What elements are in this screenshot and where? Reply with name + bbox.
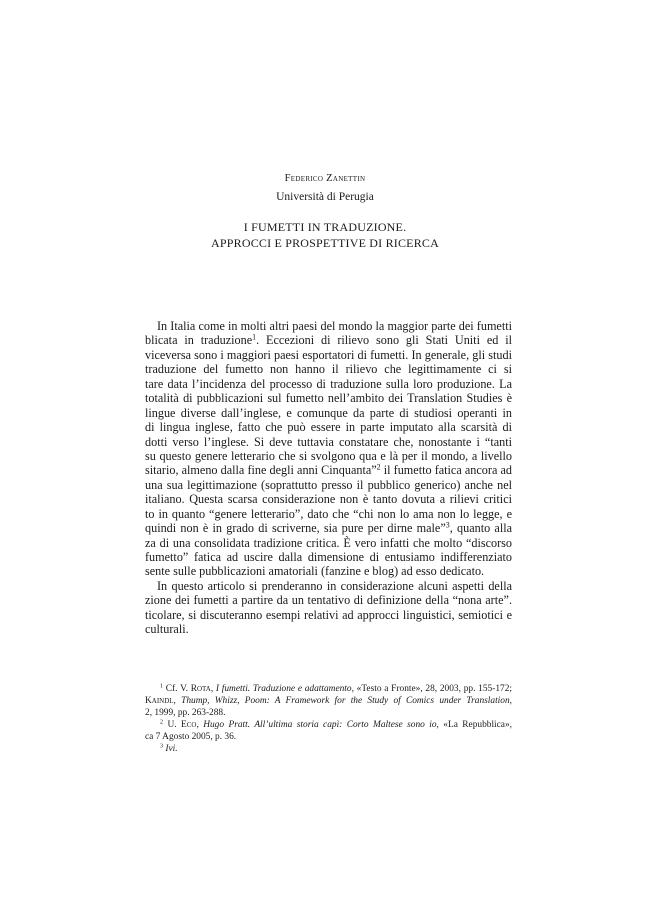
text-span: . Eccezioni di rilievo sono gli Stati Uniti ed il [256,333,512,348]
text-span: to in quanto “genere letterario”, dato che “chi non lo ama non lo legge, e [145,506,512,521]
footnote-ref: 1 [252,333,257,343]
text-span: totalità di pubblicazioni sul fumetto nell’ambito dei Translation Studies è [145,391,512,406]
text-line [145,435,512,449]
text-line [145,622,512,636]
text-span: su questo genere letterario che si svolgono qua e là per il mondo, a livello [145,448,512,463]
body-text [145,319,512,637]
text-span: ca 7 Agosto 2005, p. 36. [145,732,237,742]
text-line [145,550,512,564]
text-span: sente sulle pubblicazioni amatoriali (fanzine e blog) ad esso dedicato. [145,564,485,579]
text-span: sitario, almeno dalla fine degli anni Cinquanta” [145,463,377,478]
text-line [145,683,512,695]
text-span: In questo articolo si prenderanno in considerazione alcuni aspetti della [157,578,512,593]
text-span: , [509,696,512,706]
text-span: traduzione del fumetto non hanno il rilievo che legittimamente ci si [145,362,512,377]
article-title-line: APPROCCI E PROSPETTIVE DI RICERCA [211,236,439,250]
text-line [145,719,512,731]
text-span: , «La Repubblica», [436,720,512,730]
text-span: , quanto alla [449,521,512,536]
text-span: In Italia come in molti altri paesi del mondo la maggior parte dei fumetti [157,319,512,333]
text-span: Eco [181,720,197,730]
text-span: U. [163,720,181,730]
text-span: Hugo Pratt. All’ultima storia capì: Corto Maltese sono io [203,720,437,730]
text-line [145,420,512,434]
text-span: , [196,720,204,730]
text-line [145,707,512,719]
text-span: 2, 1999, pp. 263-288. [145,708,226,718]
text-span: , «Testo a Fronte», 28, 2003, pp. 155-172; [351,684,512,694]
text-span: una sua legittimazione (soprattutto presso il pubblico generico) anche nel [145,477,512,492]
footnote [145,743,512,755]
text-line [145,333,512,347]
text-span: fumetto” fatica ad uscire dalla dimensione di entusiamo indifferenziato [145,550,512,564]
text-span: Thump, Whizz, Poom: A Framework for the Study of Comics under Translation [181,696,510,706]
text-span: , [210,684,216,694]
text-line [145,731,512,743]
text-span: dotti verso l’inglese. Si deve tuttavia constatare che, nonostante i “tanti [145,434,512,449]
text-span: culturali. [145,622,189,637]
footnote-ref: 3 [445,521,450,530]
text-line [145,478,512,492]
text-line [145,377,512,391]
text-line [145,608,512,622]
text-line [145,406,512,420]
text-span: tare data l’incidenza del processo di traduzione sulla loro produzione. La [145,376,512,391]
text-line [145,319,512,333]
text-line [145,391,512,405]
text-span: blicata in traduzione [145,333,253,348]
footnote-ref: 1 [160,683,164,690]
article-title-line: I FUMETTI IN TRADUZIONE. [243,220,407,234]
author-affiliation: Università di Perugia [276,191,374,203]
footnote-ref: 3 [160,743,164,750]
text-span: ticolare, si discuteranno esempi relativi ad approcci linguistici, semiotici e [145,607,512,622]
text-span: za di una consolidata tradizione critica. È vero infatti che molto “discorso [145,535,512,550]
text-line [145,695,512,707]
text-line [145,593,512,607]
text-span: I fumetti. Traduzione e adattamento [215,684,352,694]
text-line [145,492,512,506]
footnote-ref: 2 [160,719,164,726]
author-name [0,173,650,184]
text-line [145,362,512,376]
text-line [145,536,512,550]
text-line [145,348,512,362]
text-span: Cf. V. [163,684,191,694]
text-span: di lingua inglese, fatto che può essere in parte imputato alla scarsità di [145,420,512,435]
text-line [145,463,512,477]
text-span: italiano. Questa scarsa considerazione non è tanto dovuta a rilievi critici [145,492,512,507]
text-span: Kaindl [145,696,174,706]
footnote-ref: 2 [376,463,381,473]
author-name-text: Federico Zanettin [284,173,366,184]
text-span: Rota [190,684,211,694]
footnote [145,683,512,719]
text-line [145,743,512,755]
text-span: il fumetto fatica ancora ad [383,463,512,478]
text-span: , [173,696,182,706]
text-line [145,564,512,578]
text-span: quindi non è in grado di scriverne, sia pure per dirne male” [145,521,446,536]
text-line [145,449,512,463]
text-line [145,521,512,535]
paragraph [145,319,512,579]
paragraph [145,579,512,637]
text-line [145,507,512,521]
footnotes [145,683,512,755]
footnote [145,719,512,743]
text-span: Ivi. [165,744,178,754]
text-span: lingue diverse dall’inglese, e comunque da parte di studiosi operanti in [145,405,512,420]
article-title [0,219,650,251]
text-line [145,579,512,593]
text-span: viceversa sono i maggiori paesi esportatori di fumetti. In generale, gli studi [145,347,512,362]
text-span: zione dei fumetti a partire da un tentativo di definizione della “nona arte”. [145,593,512,608]
